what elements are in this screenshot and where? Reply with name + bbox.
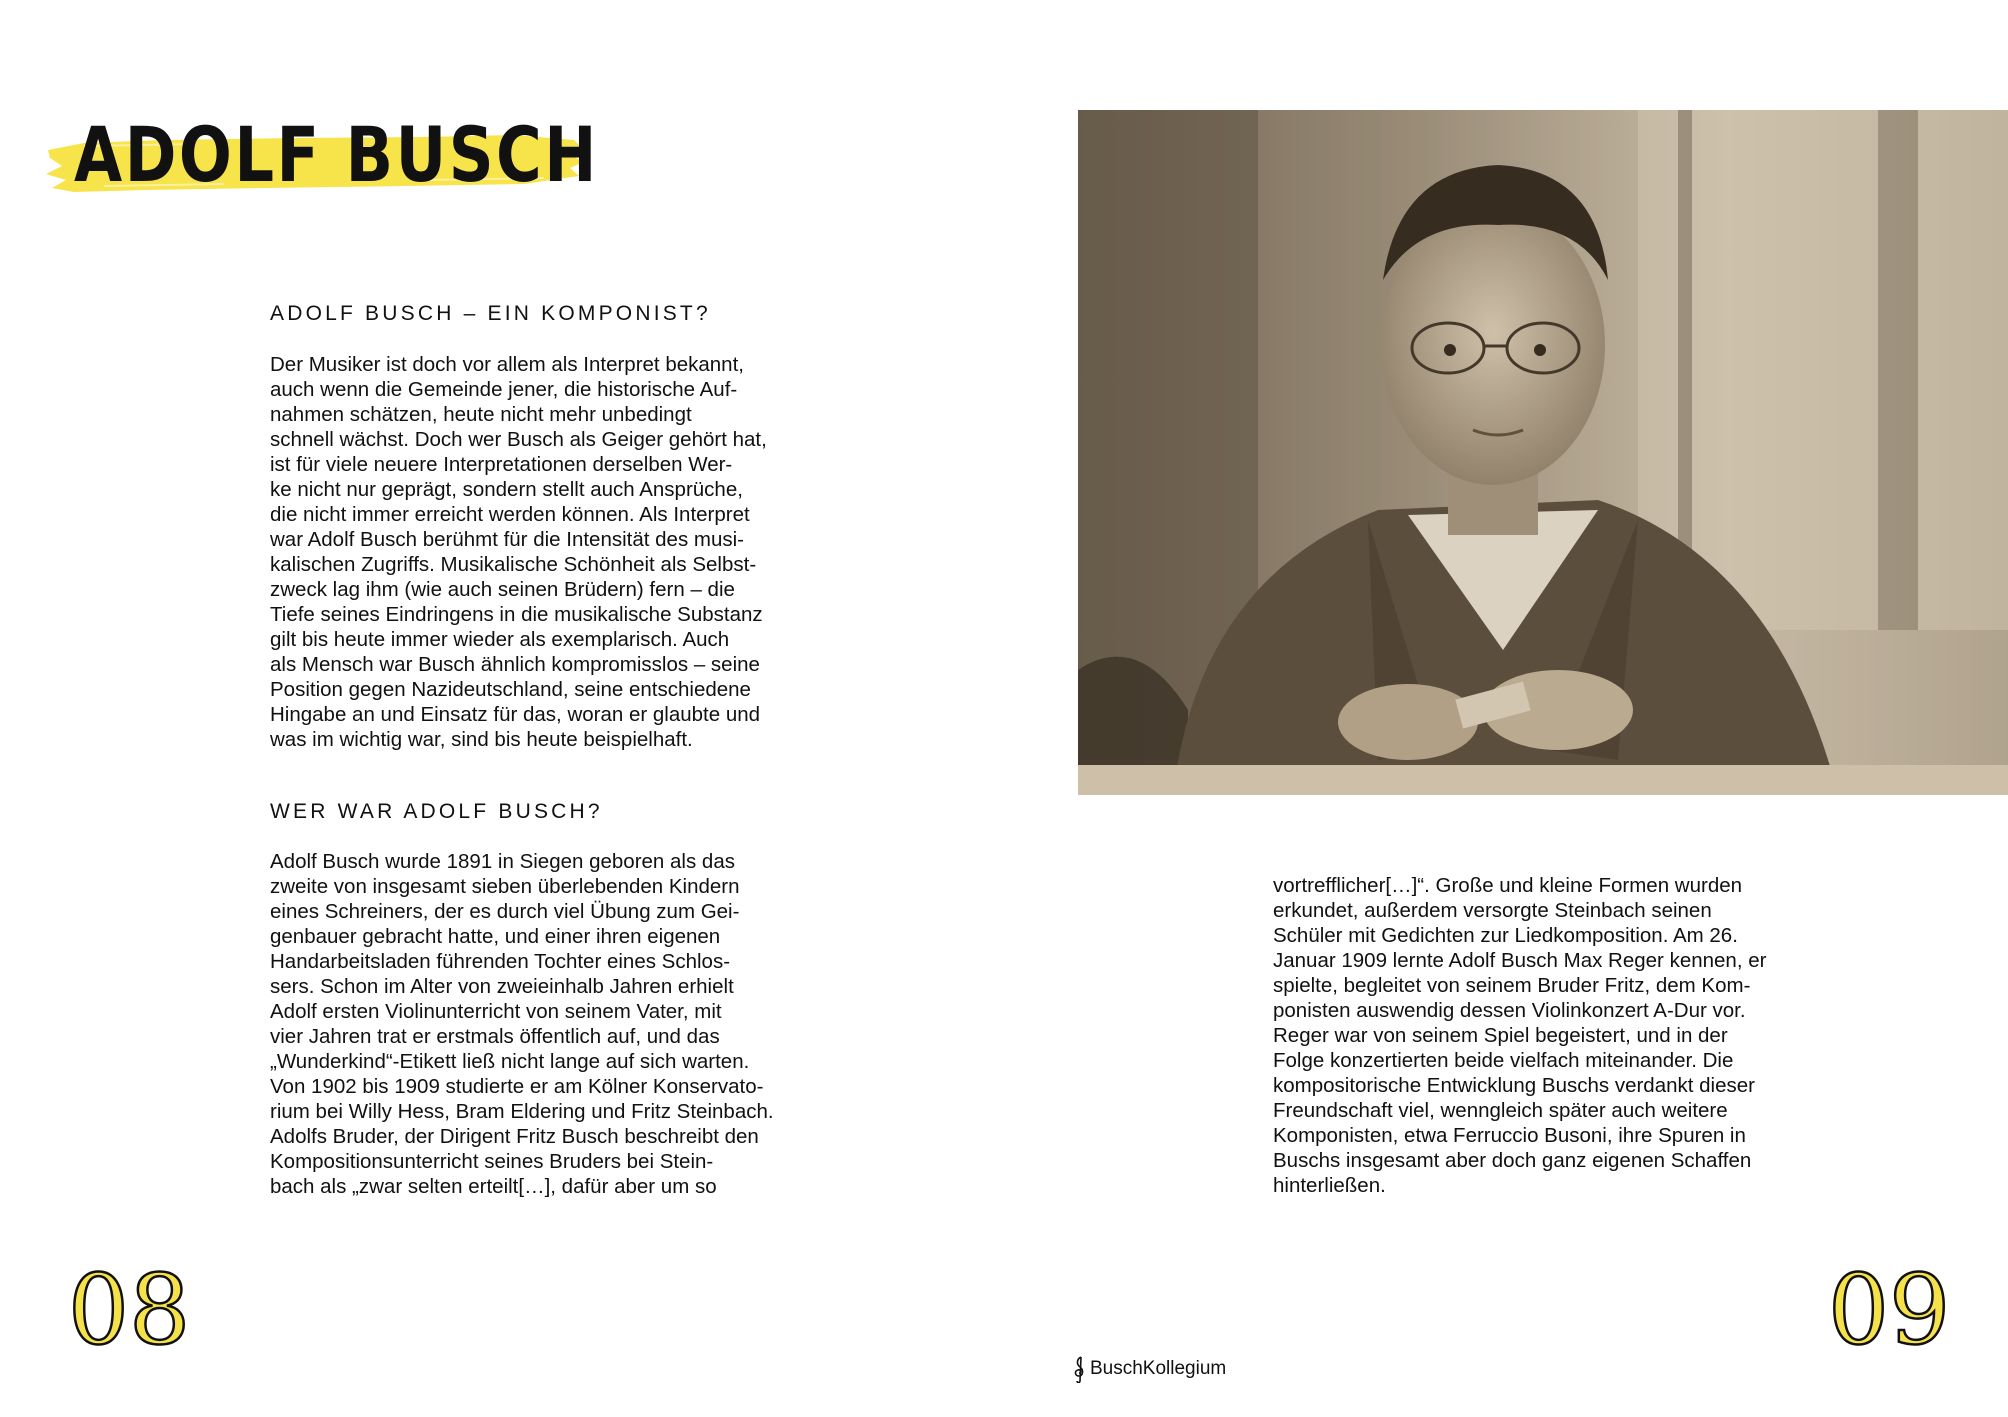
biography-text-line: Handarbeitsladen führenden Tochter eines Schlos-: [270, 950, 731, 973]
komponist-text-line: Position gegen Nazideutschland, seine entschiedene: [270, 678, 751, 701]
footer-logo: [1072, 1354, 1226, 1384]
biography-text-line: rium bei Willy Hess, Bram Eldering und Fritz Steinbach.: [270, 1100, 774, 1123]
title-block: [44, 110, 599, 200]
komponist-text-line: zweck lag ihm (wie auch seinen Brüdern) fern – die: [270, 578, 735, 601]
komponist-text-line: ist für viele neuere Interpretationen derselben Wer-: [270, 453, 733, 476]
section-heading-komponist: ADOLF BUSCH – EIN KOMPONIST?: [270, 302, 711, 325]
body-paragraph-biography: [270, 849, 774, 1199]
komponist-text-line: kalischen Zugriffs. Musikalische Schönheit als Selbst-: [270, 553, 757, 576]
biography-text-line: Von 1902 bis 1909 studierte er am Kölner Konservato-: [270, 1075, 764, 1098]
komponist-text-line: als Mensch war Busch ähnlich kompromisslos – seine: [270, 653, 760, 676]
komponist-text-line: gilt bis heute immer wieder als exemplarisch. Auch: [270, 628, 730, 651]
biography-text-line: eines Schreiners, der es durch viel Übung zum Gei-: [270, 900, 740, 923]
continued-text-line: vortrefflicher[…]“. Große und kleine Formen wurden: [1273, 874, 1743, 897]
continued-text-line: kompositorische Entwicklung Buschs verdankt dieser: [1273, 1074, 1755, 1097]
treble-clef-icon: [1072, 1355, 1088, 1383]
komponist-text-line: war Adolf Busch berühmt für die Intensität des musi-: [270, 528, 745, 551]
biography-text-line: Kompositionsunterricht seines Bruders bei Stein-: [270, 1150, 714, 1173]
biography-text-line: bach als „zwar selten erteilt[…], dafür aber um so: [270, 1175, 717, 1198]
continued-text-line: Folge konzertierten beide vielfach miteinander. Die: [1273, 1049, 1734, 1072]
komponist-text-line: nahmen schätzen, heute nicht mehr unbedingt: [270, 403, 692, 426]
continued-text-line: Schüler mit Gedichten zur Liedkomposition. Am 26.: [1273, 924, 1738, 947]
body-paragraph-continued: [1273, 873, 1766, 1198]
section-heading-wer-war: WER WAR ADOLF BUSCH?: [270, 800, 603, 823]
page-number-right: 09: [1828, 1254, 1951, 1366]
continued-text-line: Freundschaft viel, wenngleich später auch weitere: [1273, 1099, 1728, 1122]
continued-text-line: Buschs insgesamt aber doch ganz eigenen Schaffen: [1273, 1149, 1752, 1172]
continued-text-line: spielte, begleitet von seinem Bruder Fritz, dem Kom-: [1273, 974, 1751, 997]
komponist-text-line: ke nicht nur geprägt, sondern stellt auch Ansprüche,: [270, 478, 743, 501]
biography-text-line: vier Jahren trat er erstmals öffentlich auf, und das: [270, 1025, 720, 1048]
portrait-photo: [1078, 110, 2008, 795]
biography-text-line: genbauer gebracht hatte, und einer ihren eigenen: [270, 925, 721, 948]
biography-text-line: zweite von insgesamt sieben überlebenden Kindern: [270, 875, 740, 898]
biography-text-line: Adolf ersten Violinunterricht von seinem Vater, mit: [270, 1000, 722, 1023]
continued-text-line: ponisten auswendig dessen Violinkonzert A-Dur vor.: [1273, 999, 1746, 1022]
komponist-text-line: schnell wächst. Doch wer Busch als Geiger gehört hat,: [270, 428, 767, 451]
continued-text-line: erkundet, außerdem versorgte Steinbach seinen: [1273, 899, 1712, 922]
body-paragraph-komponist: [270, 352, 767, 752]
komponist-text-line: auch wenn die Gemeinde jener, die historische Auf-: [270, 378, 738, 401]
biography-text-line: „Wunderkind“-Etikett ließ nicht lange auf sich warten.: [270, 1050, 750, 1073]
komponist-text-line: die nicht immer erreicht werden können. Als Interpret: [270, 503, 750, 526]
continued-text-line: Komponisten, etwa Ferruccio Busoni, ihre Spuren in: [1273, 1124, 1746, 1147]
continued-text-line: hinterließen.: [1273, 1174, 1386, 1197]
page-number-left: 08: [68, 1254, 191, 1366]
komponist-text-line: Tiefe seines Eindringens in die musikalische Substanz: [270, 603, 763, 626]
continued-text-line: Januar 1909 lernte Adolf Busch Max Reger kennen, er: [1273, 949, 1767, 972]
biography-text-line: sers. Schon im Alter von zweieinhalb Jahren erhielt: [270, 975, 734, 998]
komponist-text-line: Hingabe an und Einsatz für das, woran er glaubte und: [270, 703, 761, 726]
biography-text-line: Adolf Busch wurde 1891 in Siegen geboren als das: [270, 850, 735, 873]
biography-text-line: Adolfs Bruder, der Dirigent Fritz Busch beschreibt den: [270, 1125, 759, 1148]
komponist-text-line: was im wichtig war, sind bis heute beispielhaft.: [270, 728, 693, 751]
continued-text-line: Reger war von seinem Spiel begeistert, und in der: [1273, 1024, 1728, 1047]
komponist-text-line: Der Musiker ist doch vor allem als Interpret bekannt,: [270, 353, 744, 376]
footer-logo-text: BuschKollegium: [1090, 1358, 1227, 1379]
page-title: ADOLF BUSCH: [74, 110, 599, 199]
